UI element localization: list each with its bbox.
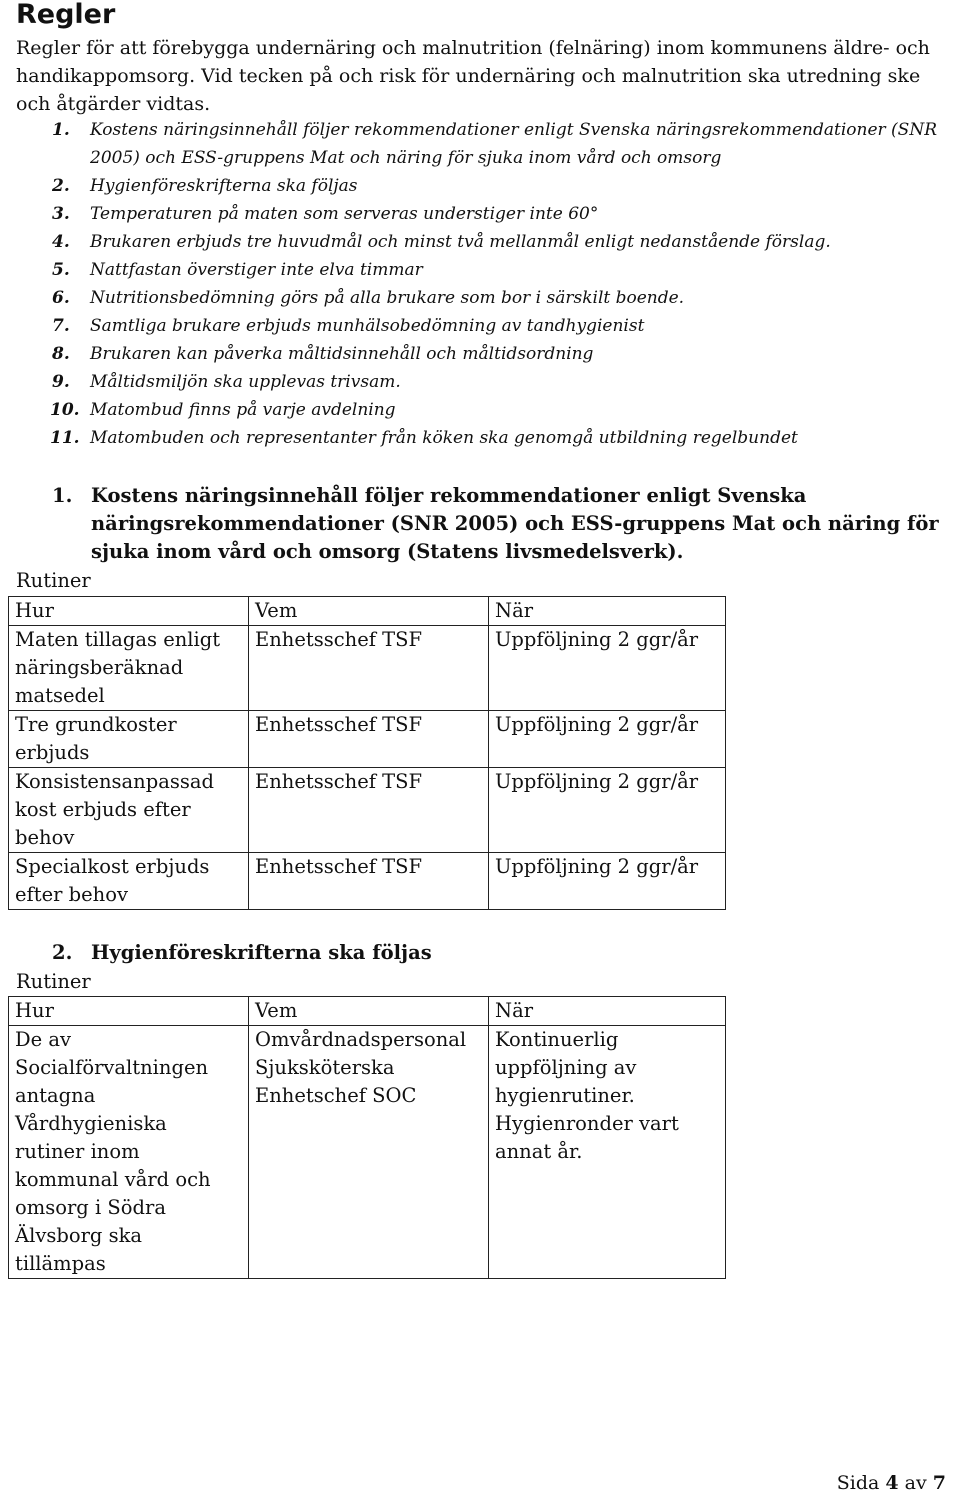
section-number: 1. (52, 484, 73, 507)
cell-line: Socialförvaltningen (15, 1056, 209, 1079)
cell-line: kost erbjuds efter (15, 798, 191, 821)
cell-line: Enhetsschef TSF (255, 855, 423, 878)
rule-number: 2. (52, 176, 70, 196)
rule-item (16, 368, 946, 396)
cell-line: Enhetsschef TSF (255, 628, 423, 651)
rule-text: Brukaren erbjuds tre huvudmål och minst två mellanmål enligt nedanstående förslag. (90, 232, 831, 252)
cell-line: matsedel (15, 684, 105, 707)
cell-line: behov (15, 826, 75, 849)
cell-line: omsorg i Södra (15, 1196, 166, 1219)
section-title: Hygienföreskrifterna ska följas (91, 941, 432, 964)
routines-table (8, 996, 726, 1279)
cell-line: rutiner inom (15, 1140, 140, 1163)
column-header-hur: Hur (9, 597, 249, 626)
rule-text: Nutritionsbedömning görs på alla brukare som bor i särskilt boende. (90, 288, 685, 308)
table-header-row (9, 597, 726, 626)
rule-number: 3. (52, 204, 70, 224)
table-cell-hur (9, 626, 249, 711)
column-header-vem: Vem (249, 597, 489, 626)
cell-line: Enhetschef SOC (255, 1084, 417, 1107)
footer-page-number: 4 (885, 1472, 899, 1494)
cell-line: Omvårdnadspersonal (255, 1028, 467, 1051)
rule-number: 7. (52, 316, 70, 336)
cell-line: antagna (15, 1084, 96, 1107)
rule-item (16, 312, 946, 340)
rule-item (16, 200, 946, 228)
table-cell-nar (489, 626, 726, 711)
rule-item (16, 396, 946, 424)
table-cell-hur (9, 711, 249, 768)
rule-text: Matombuden och representanter från köken ska genomgå utbildning regelbundet (90, 428, 798, 448)
cell-line: kommunal vård och (15, 1168, 211, 1191)
rule-text: Nattfastan överstiger inte elva timmar (90, 260, 423, 280)
cell-line: annat år. (495, 1140, 583, 1163)
cell-line: Enhetsschef TSF (255, 713, 423, 736)
table-cell-hur (9, 768, 249, 853)
table-cell-nar (489, 1026, 726, 1279)
footer-total-pages: 7 (932, 1472, 946, 1494)
routines-table (8, 596, 726, 910)
rule-text: Kostens näringsinnehåll följer rekommendationer enligt Svenska näringsrekommendationer (SNR 2005) och ESS-gruppens Mat och näring för sjuka inom vård och omsorg (90, 120, 938, 168)
cell-line: Uppföljning 2 ggr/år (495, 713, 699, 736)
cell-line: Enhetsschef TSF (255, 770, 423, 793)
cell-line: uppföljning av (495, 1056, 637, 1079)
rule-item (16, 116, 946, 172)
table-cell-vem (249, 1026, 489, 1279)
rule-number: 10. (50, 400, 80, 420)
rule-number: 11. (50, 428, 80, 448)
column-header-hur: Hur (9, 997, 249, 1026)
intro-paragraph: Regler för att förebygga undernäring och malnutrition (felnäring) inom kommunens äldre- och handikappomsorg. Vid tecken på och risk för undernäring och malnutrition ska utredning ske och åtgärder vidtas. (16, 37, 930, 115)
page-footer (837, 1470, 946, 1496)
rule-text: Brukaren kan påverka måltidsinnehåll och måltidsordning (90, 344, 594, 364)
table-cell-hur (9, 1026, 249, 1279)
section-heading (16, 482, 946, 566)
rule-number: 9. (52, 372, 70, 392)
table-cell-vem (249, 626, 489, 711)
cell-line: Uppföljning 2 ggr/år (495, 628, 699, 651)
footer-prefix: Sida (836, 1472, 880, 1494)
rule-item (16, 172, 946, 200)
table-row (9, 1026, 726, 1279)
rule-text: Hygienföreskrifterna ska följas (90, 176, 358, 196)
rutiner-label: Rutiner (16, 569, 91, 592)
rule-text: Måltidsmiljön ska upplevas trivsam. (90, 372, 401, 392)
column-header-nar: När (489, 997, 726, 1026)
rule-item (16, 284, 946, 312)
cell-line: näringsberäknad (15, 656, 184, 679)
cell-line: De av (15, 1028, 72, 1051)
rule-text: Matombud finns på varje avdelning (90, 400, 396, 420)
cell-line: efter behov (15, 883, 128, 906)
table-header-row (9, 997, 726, 1026)
cell-line: tillämpas (15, 1252, 106, 1275)
rule-number: 8. (52, 344, 70, 364)
section-number: 2. (52, 941, 73, 964)
table-cell-hur (9, 853, 249, 910)
cell-line: Tre grundkoster (15, 713, 177, 736)
table-cell-vem (249, 768, 489, 853)
rules-list (16, 116, 946, 452)
column-header-vem: Vem (249, 997, 489, 1026)
table-cell-nar (489, 853, 726, 910)
rule-item (16, 256, 946, 284)
cell-line: hygienrutiner. (495, 1084, 635, 1107)
table-row (9, 626, 726, 711)
cell-line: Hygienronder vart (495, 1112, 679, 1135)
table-cell-nar (489, 711, 726, 768)
cell-line: Konsistensanpassad (15, 770, 214, 793)
table-cell-vem (249, 711, 489, 768)
table-row (9, 768, 726, 853)
page-heading: Regler (16, 0, 116, 30)
table-cell-vem (249, 853, 489, 910)
rutiner-label: Rutiner (16, 970, 91, 993)
cell-line: Kontinuerlig (495, 1028, 619, 1051)
rule-item (16, 228, 946, 256)
table-row (9, 853, 726, 910)
rule-number: 5. (52, 260, 70, 280)
rule-item (16, 424, 946, 452)
rule-text: Temperaturen på maten som serveras understiger inte 60° (90, 204, 599, 224)
cell-line: Sjuksköterska (255, 1056, 395, 1079)
column-header-nar: När (489, 597, 726, 626)
rule-item (16, 340, 946, 368)
table-row (9, 711, 726, 768)
footer-mid: av (904, 1472, 927, 1494)
cell-line: Uppföljning 2 ggr/år (495, 855, 699, 878)
table-cell-nar (489, 768, 726, 853)
cell-line: Specialkost erbjuds (15, 855, 210, 878)
cell-line: erbjuds (15, 741, 90, 764)
cell-line: Maten tillagas enligt (15, 628, 221, 651)
rule-text: Samtliga brukare erbjuds munhälsobedömning av tandhygienist (90, 316, 645, 336)
cell-line: Vårdhygieniska (15, 1112, 167, 1135)
cell-line: Älvsborg ska (15, 1224, 143, 1247)
rule-number: 1. (52, 120, 70, 140)
rule-number: 4. (52, 232, 70, 252)
section-title: Kostens näringsinnehåll följer rekommendationer enligt Svenska näringsrekommendationer (SNR 2005) och ESS-gruppens Mat och näring för sjuka inom vård och omsorg (Statens livsmedelsverk). (91, 484, 939, 563)
rule-number: 6. (52, 288, 70, 308)
section-heading (16, 939, 946, 967)
cell-line: Uppföljning 2 ggr/år (495, 770, 699, 793)
